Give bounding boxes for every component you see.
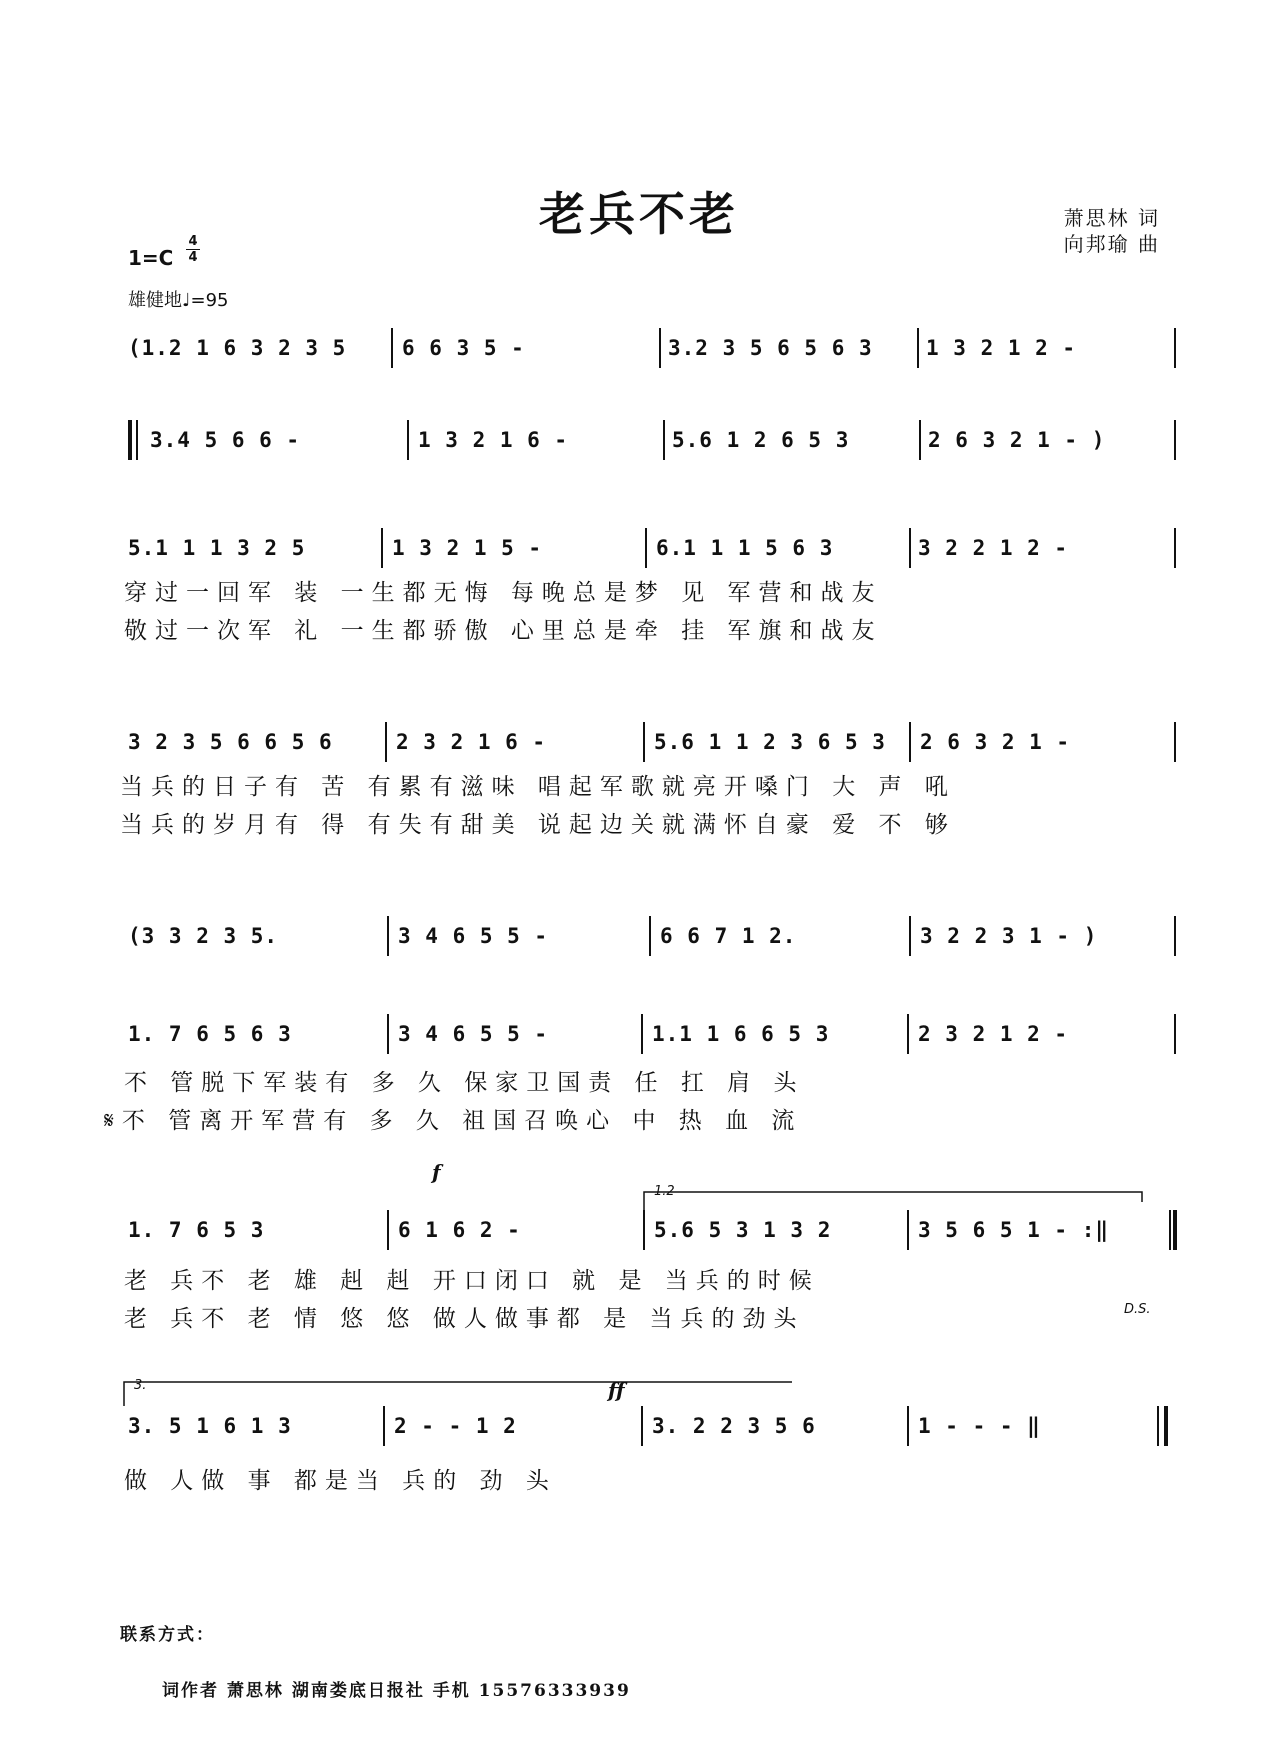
measure: 1 3 2 1 6 - xyxy=(418,428,569,452)
lyric-verse-2: 老 兵不 老 情 悠 悠 做人做事都 是 当兵的劲头 xyxy=(124,1306,805,1332)
measure: 3 4 6 5 5 - xyxy=(398,924,549,948)
measure: 2 3 2 1 2 - xyxy=(918,1022,1069,1046)
system-1 xyxy=(0,328,1278,368)
measure: 1 3 2 1 2 - xyxy=(926,336,1077,360)
system-5 xyxy=(0,916,1278,956)
lyric-coda: 做 人做 事 都是当 兵的 劲 头 xyxy=(124,1468,557,1494)
time-signature-top: 4 xyxy=(188,234,198,249)
lyric-verse-2: 𝄋不 管离开军营有 多 久 祖国召唤心 中 热 血 流 xyxy=(104,1108,803,1134)
song-title: 老兵不老 xyxy=(539,187,739,241)
measure: 3.2 3 5 6 5 6 3 xyxy=(668,336,873,360)
measure: 1.1 1 6 6 5 3 xyxy=(652,1022,830,1046)
key-signature: 1=C xyxy=(128,246,174,270)
lyricist-credit: 萧思林 词 xyxy=(1063,206,1160,230)
measure: 3.4 5 6 6 - xyxy=(150,428,301,452)
measure: 5.1 1 1 3 2 5 xyxy=(128,536,306,560)
tempo-marking: 雄健地♩=95 xyxy=(128,290,229,311)
measure: 6 6 3 5 - xyxy=(402,336,525,360)
system-7 xyxy=(0,1186,1278,1250)
system-3 xyxy=(0,528,1278,568)
dynamic-marking: f xyxy=(432,1160,441,1184)
measure: 3 2 2 1 2 - xyxy=(918,536,1069,560)
measure: 1. 7 6 5 3 xyxy=(128,1218,265,1242)
measure: 3 2 3 5 6 6 5 6 xyxy=(128,730,333,754)
measure: 6 1 6 2 - xyxy=(398,1218,521,1242)
measure: 5.6 1 1 2 3 6 5 3 xyxy=(654,730,886,754)
measure: (1.2 1 6 3 2 3 5 xyxy=(128,336,347,360)
system-6 xyxy=(0,1014,1278,1054)
system-4 xyxy=(0,722,1278,762)
measure: (3 3 2 3 5. xyxy=(128,924,279,948)
lyric-verse-1: 当兵的日子有 苦 有累有滋味 唱起军歌就亮开嗓门 大 声 吼 xyxy=(120,774,956,800)
lyric-verse-2: 敬过一次军 礼 一生都骄傲 心里总是牵 挂 军旗和战友 xyxy=(124,618,883,644)
measure: 3. 2 2 3 5 6 xyxy=(652,1414,816,1438)
ds-marking: D.S. xyxy=(1124,1302,1151,1317)
composer-credit: 向邦瑜 曲 xyxy=(1063,232,1160,256)
system-8 xyxy=(0,1376,1278,1446)
time-signature xyxy=(186,234,200,265)
system-2 xyxy=(0,420,1278,460)
measure: 2 6 3 2 1 - xyxy=(920,730,1071,754)
ending-bracket-label: 3. xyxy=(134,1378,147,1393)
measure: 6 6 7 1 2. xyxy=(660,924,797,948)
measure: 3 2 2 3 1 - ) xyxy=(920,924,1098,948)
measure: 3 5 6 5 1 - :‖ xyxy=(918,1218,1110,1242)
dynamic-marking: ff xyxy=(608,1378,625,1402)
lyric-verse-1: 老 兵不 老 雄 赳 赳 开口闭口 就 是 当兵的时候 xyxy=(124,1268,820,1294)
measure: 6.1 1 1 5 6 3 xyxy=(656,536,834,560)
measure: 1. 7 6 5 6 3 xyxy=(128,1022,292,1046)
measure: 1 - - - ‖ xyxy=(918,1414,1041,1438)
measure: 3. 5 1 6 1 3 xyxy=(128,1414,292,1438)
contact-line: 词作者 萧思林 湖南娄底日报社 手机 15576333939 xyxy=(162,1681,631,1701)
measure: 2 3 2 1 6 - xyxy=(396,730,547,754)
measure: 2 6 3 2 1 - ) xyxy=(928,428,1106,452)
measure: 5.6 1 2 6 5 3 xyxy=(672,428,850,452)
ending-bracket-label: 1.2 xyxy=(654,1184,675,1199)
measure: 2 - - 1 2 xyxy=(394,1414,517,1438)
measure: 1 3 2 1 5 - xyxy=(392,536,543,560)
lyric-verse-2: 当兵的岁月有 得 有失有甜美 说起边关就满怀自豪 爱 不 够 xyxy=(120,812,956,838)
lyric-verse-1: 不 管脱下军装有 多 久 保家卫国责 任 扛 肩 头 xyxy=(124,1070,805,1096)
contact-heading: 联系方式： xyxy=(120,1625,215,1645)
time-signature-bottom: 4 xyxy=(186,249,200,265)
lyric-verse-1: 穿过一回军 装 一生都无悔 每晚总是梦 见 军营和战友 xyxy=(124,580,883,606)
measure: 5.6 5 3 1 3 2 xyxy=(654,1218,832,1242)
measure: 3 4 6 5 5 - xyxy=(398,1022,549,1046)
